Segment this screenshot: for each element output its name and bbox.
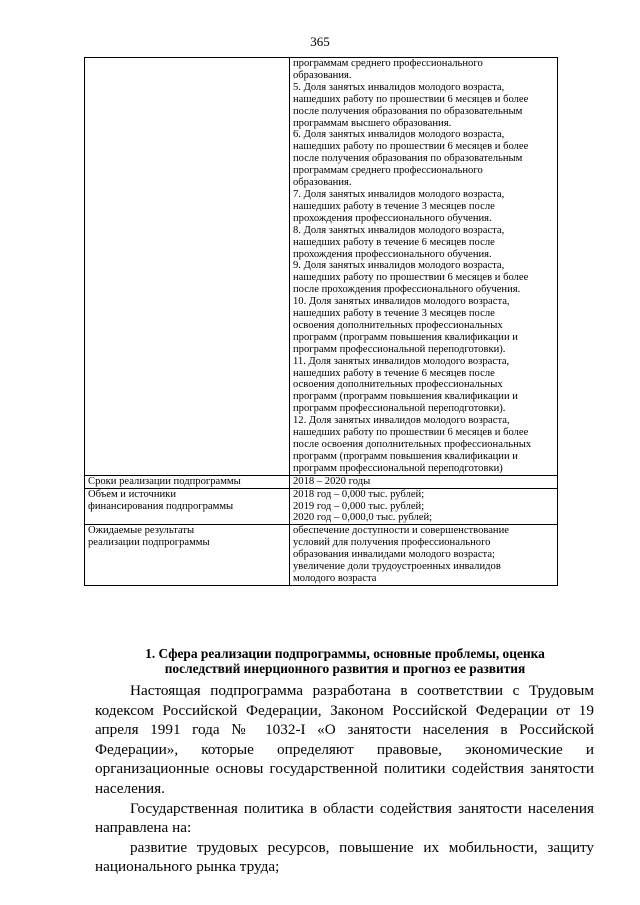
page-number: 365	[310, 34, 330, 49]
indicators-value-cell	[290, 58, 558, 476]
indicator-line: программ профессиональной переподготовки).	[293, 343, 506, 355]
indicator-line: образования.	[293, 69, 352, 81]
results-label-line: Ожидаемые результаты	[88, 525, 195, 537]
results-value-line: увеличение доли трудоустроенных инвалидов	[293, 561, 501, 573]
terms-label-cell	[85, 475, 290, 488]
indicator-line: 5. Доля занятых инвалидов молодого возраста,	[293, 81, 505, 93]
funding-value-line: 2018 год – 0,000 тыс. рублей;	[293, 488, 425, 500]
indicator-line: нашедших работу в течение 3 месяцев после	[293, 200, 495, 212]
indicator-line: программ профессиональной переподготовки)	[293, 462, 503, 474]
indicator-line: освоения дополнительных профессиональных	[293, 319, 503, 331]
indicator-line: нашедших работу по прошествии 6 месяцев и более	[293, 427, 529, 439]
indicator-line: прохождения профессионального обучения.	[293, 248, 492, 260]
indicator-line: 9. Доля занятых инвалидов молодого возраста,	[293, 260, 505, 272]
results-label-line: реализации подпрограммы	[88, 537, 210, 549]
funding-value-line: 2020 год – 0,000,0 тыс. рублей;	[293, 512, 433, 524]
indicator-line: после прохождения профессионального обучения.	[293, 284, 521, 296]
indicator-line: программ профессиональной переподготовки).	[293, 403, 506, 415]
indicator-line: после освоения дополнительных профессиональных	[293, 439, 532, 450]
indicator-line: программ (программ повышения квалификации и	[293, 391, 518, 403]
indicator-line: нашедших работу по прошествии 6 месяцев и более	[293, 141, 529, 153]
section-heading	[100, 646, 590, 676]
results-value-cell	[290, 525, 558, 586]
indicator-line: нашедших работу в течение 6 месяцев после	[293, 367, 495, 379]
table-row-terms	[85, 475, 558, 488]
funding-value-cell	[290, 488, 558, 525]
table-row-funding	[85, 488, 558, 525]
results-value-line: молодого возраста	[293, 572, 377, 584]
indicator-line: 11. Доля занятых инвалидов молодого возраста,	[293, 355, 510, 367]
section-body	[95, 681, 594, 877]
indicator-line: нашедших работу в течение 3 месяцев после	[293, 308, 495, 320]
body-paragraph: Настоящая подпрограмма разработана в соответствии с Трудовым кодексом Российской Федерации, Законом Российской Федерации от 19 апреля 1991 года № 1032-I «О занятости населения в Российской Федерации», которые определяют правовые, экономические и организационные основы государственной политики содействия занятости населения.	[95, 682, 594, 797]
terms-label: Сроки реализации подпрограммы	[88, 475, 241, 487]
indicator-line: 10. Доля занятых инвалидов молодого возраста,	[293, 296, 510, 308]
funding-label-cell	[85, 488, 290, 525]
table-row-indicators	[85, 58, 558, 476]
terms-value: 2018 – 2020 годы	[293, 475, 371, 487]
body-paragraph: развитие трудовых ресурсов, повышение их мобильности, защиту национального рынка труда;	[95, 838, 594, 876]
indicator-line: программ (программ повышения квалификации и	[293, 450, 518, 462]
terms-value-cell	[290, 475, 558, 488]
body-paragraph: Государственная политика в области содействия занятости населения направлена на:	[95, 799, 594, 837]
indicator-line: нашедших работу в течение 6 месяцев после	[293, 236, 495, 248]
section-heading-line: последствий инерционного развития и прогноз ее развития	[164, 661, 526, 676]
results-value-line: образования инвалидами молодого возраста;	[293, 549, 495, 561]
indicator-line: образования.	[293, 177, 352, 189]
indicator-line: после получения образования по образовательным	[293, 153, 523, 165]
indicator-line: освоения дополнительных профессиональных	[293, 379, 503, 391]
indicator-line: 7. Доля занятых инвалидов молодого возраста,	[293, 188, 505, 200]
table-row-results	[85, 525, 558, 586]
results-label-cell	[85, 525, 290, 586]
indicator-line: программ (программ повышения квалификации и	[293, 331, 518, 343]
indicator-line: нашедших работу по прошествии 6 месяцев и более	[293, 272, 529, 284]
indicator-line: 6. Доля занятых инвалидов молодого возраста,	[293, 129, 505, 141]
results-value-line: обеспечение доступности и совершенствование	[293, 525, 509, 537]
indicator-line: программам среднего профессионального	[293, 58, 483, 69]
section-heading-line: 1. Сфера реализации подпрограммы, основные проблемы, оценка	[145, 646, 545, 661]
indicator-line: после получения образования по образовательным	[293, 105, 523, 117]
results-value-line: условий для получения профессионального	[293, 537, 491, 549]
subprogram-passport-table	[84, 57, 558, 586]
indicators-label-cell	[85, 58, 290, 476]
indicator-line: прохождения профессионального обучения.	[293, 212, 492, 224]
funding-label-line: Объем и источники	[88, 488, 176, 500]
funding-value-line: 2019 год – 0,000 тыс. рублей;	[293, 500, 425, 512]
indicator-line: нашедших работу по прошествии 6 месяцев и более	[293, 93, 529, 105]
indicator-line: программам высшего образования.	[293, 117, 452, 129]
indicator-line: 8. Доля занятых инвалидов молодого возраста,	[293, 224, 505, 236]
indicator-line: 12. Доля занятых инвалидов молодого возраста,	[293, 415, 510, 427]
indicator-line: программам среднего профессионального	[293, 165, 483, 177]
funding-label-line: финансирования подпрограммы	[88, 500, 234, 512]
